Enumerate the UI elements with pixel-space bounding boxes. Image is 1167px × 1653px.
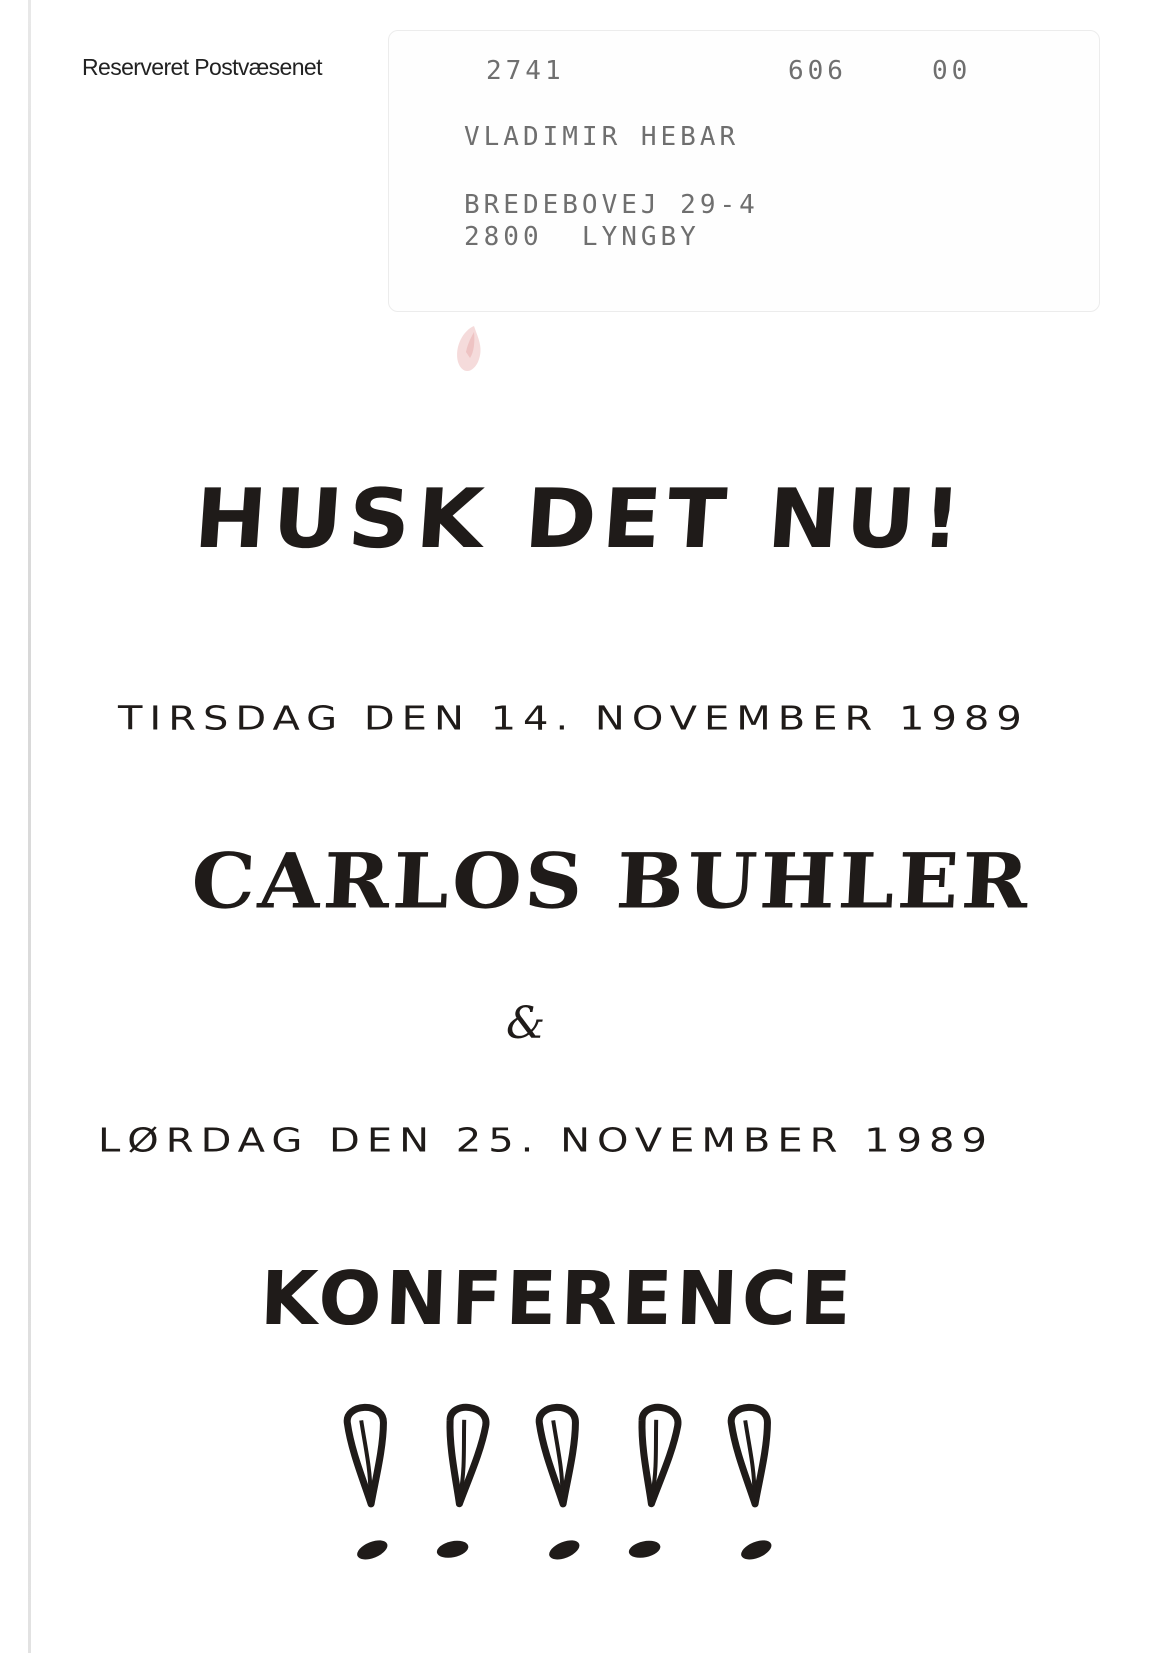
exclamation-mark [537,1406,586,1564]
headline: HUSK DET NU! [191,472,971,567]
speaker-name: CARLOS BUHLER [189,836,1034,926]
conjunction: & [506,998,546,1049]
address-recipient: VLADIMIR HEBAR [464,122,740,152]
exclamation-dot [738,1537,774,1564]
address-code-left: 2741 [486,56,565,86]
address-city: 2800 LYNGBY [464,222,700,252]
event-title: KONFERENCE [258,1256,857,1342]
exclamation-mark [345,1406,394,1564]
exclamation-marks-drawing [340,1400,820,1580]
address-code-mid: 606 [788,56,847,86]
exclamation-dot [354,1537,390,1564]
red-ink-smudge [444,322,494,380]
page-edge [28,0,31,1653]
date-second: LØRDAG DEN 25. NOVEMBER 1989 [98,1122,994,1160]
exclamation-dot [435,1538,470,1560]
exclamation-mark [729,1406,778,1564]
reserved-postal-label: Reserveret Postvæsenet [82,54,322,80]
date-first: TIRSDAG DEN 14. NOVEMBER 1989 [118,700,1029,738]
exclamation-dot [627,1538,662,1560]
address-street: BREDEBOVEJ 29-4 [464,190,759,220]
address-code-right: 00 [932,56,972,86]
exclamation-dot [546,1537,582,1564]
exclamation-mark [626,1405,680,1563]
exclamation-mark [434,1405,488,1563]
